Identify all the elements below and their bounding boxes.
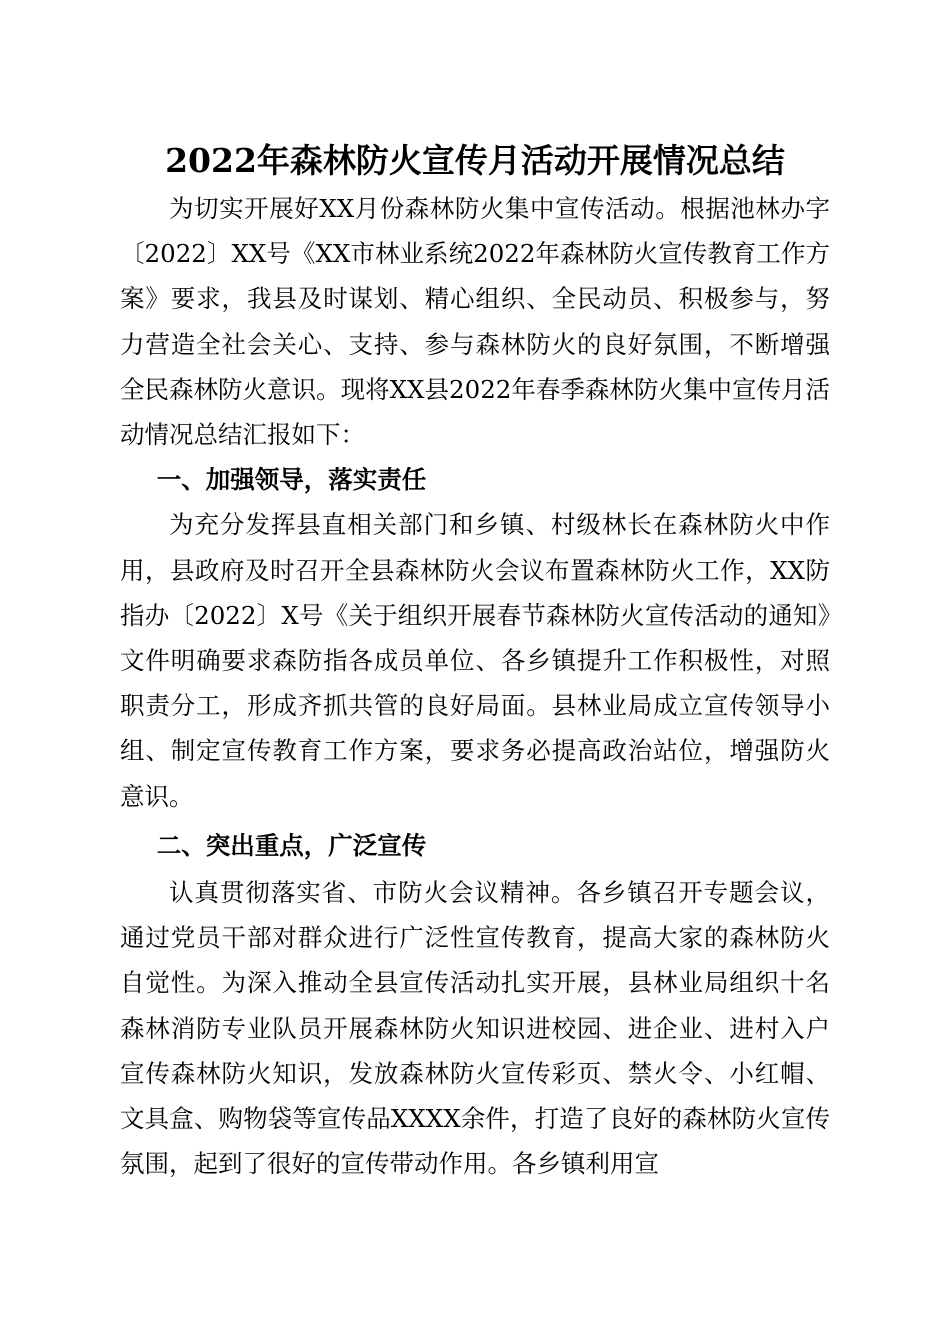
document-title: 2022年森林防火宣传月活动开展情况总结	[165, 141, 785, 180]
section-paragraph-2: 认真贯彻落实省、市防火会议精神。各乡镇召开专题会议，通过党员干部对群众进行广泛性宣传教育，提高大家的森林防火自觉性。为深入推动全县宣传活动扎实开展，县林业局组织十名森林消防专业队员开展森林防火知识进校园、进企业、进村入户宣传森林防火知识，发放森林防火宣传彩页、禁火令、小红帽、文具盒、购物袋等宣传品XXXX余件，打造了良好的森林防火宣传氛围，起到了很好的宣传带动作用。各乡镇利用宣	[120, 878, 830, 1179]
document-body	[120, 186, 830, 1186]
intro-paragraph: 为切实开展好XX月份森林防火集中宣传活动。根据池林办字〔2022〕XX号《XX市林业系统2022年森林防火宣传教育工作方案》要求，我县及时谋划、精心组织、全民动员、积极参与，努力营造全社会关心、支持、参与森林防火的良好氛围，不断增强全民森林防火意识。现将XX县2022年春季森林防火集中宣传月活动情况总结汇报如下：	[120, 194, 830, 450]
section-paragraph-1: 为充分发挥县直相关部门和乡镇、村级林长在森林防火中作用，县政府及时召开全县森林防火会议布置森林防火工作，XX防指办〔2022〕X号《关于组织开展春节森林防火宣传活动的通知》文件明确要求森防指各成员单位、各乡镇提升工作积极性，对照职责分工，形成齐抓共管的良好局面。县林业局成立宣传领导小组、制定宣传教育工作方案，要求务必提高政治站位，增强防火意识。	[120, 510, 830, 811]
section-heading-1: 一、加强领导，落实责任	[156, 465, 427, 495]
section-heading-2: 二、突出重点，广泛宣传	[156, 830, 427, 860]
